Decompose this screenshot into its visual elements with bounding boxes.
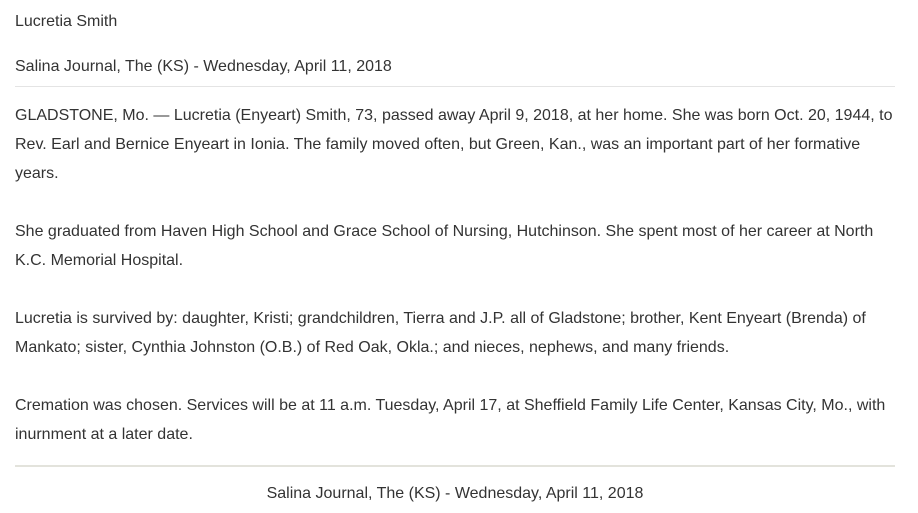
paragraph-2: She graduated from Haven High School and Grace School of Nursing, Hutchinson. She spent most of her career at North K.C. Memorial Hospital. xyxy=(15,223,874,269)
paragraph-4: Cremation was chosen. Services will be at 11 a.m. Tuesday, April 17, at Sheffield Family Life Center, Kansas City, Mo., with inurnment at a later date. xyxy=(15,397,886,443)
paragraph-1: GLADSTONE, Mo. — Lucretia (Enyeart) Smith, 73, passed away April 9, 2018, at her home. She was born Oct. 20, 1944, to Rev. Earl and Bernice Enyeart in Ionia. The family moved often, but Green, Kan., was an important part of her formative years. xyxy=(15,107,893,182)
obituary-body xyxy=(15,101,895,478)
source-footer: Salina Journal, The (KS) - Wednesday, April 11, 2018 xyxy=(266,485,644,502)
obituary-name: Lucretia Smith xyxy=(15,13,118,30)
divider-top xyxy=(15,86,895,87)
source-line: Salina Journal, The (KS) - Wednesday, April 11, 2018 xyxy=(15,58,392,75)
paragraph-3: Lucretia is survived by: daughter, Kristi; grandchildren, Tierra and J.P. all of Gladstone; brother, Kent Enyeart (Brenda) of Mankato; sister, Cynthia Johnston (O.B.) of Red Oak, Okla.; and nieces, nephews, and many friends. xyxy=(15,310,866,356)
divider-bottom xyxy=(15,465,895,467)
